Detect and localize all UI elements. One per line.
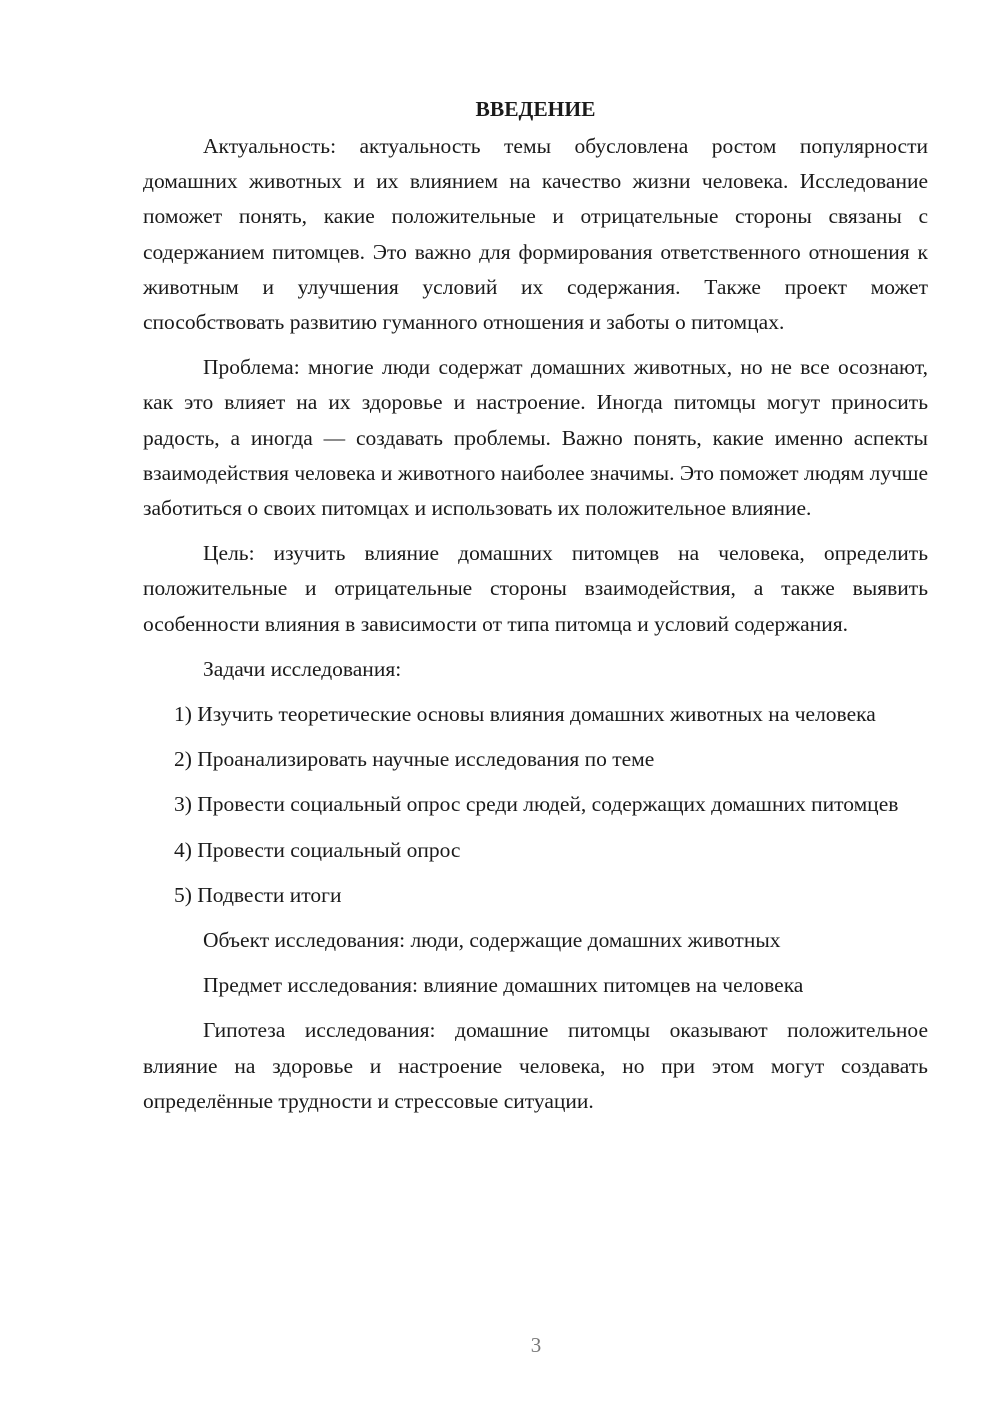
goal-paragraph: Цель: изучить влияние домашних питомцев на человека, определить положительные и отрицательные стороны взаимодействия, а также выявить особенности влияния в зависимости от типа питомца и условий содержания. bbox=[143, 541, 928, 636]
task-item-4: 4) Провести социальный опрос bbox=[174, 837, 461, 862]
task-item-2: 2) Проанализировать научные исследования по теме bbox=[174, 747, 655, 772]
research-subject-paragraph: Предмет исследования: влияние домашних питомцев на человека bbox=[203, 973, 804, 998]
tasks-heading: Задачи исследования: bbox=[203, 656, 402, 681]
task-item-5: 5) Подвести итоги bbox=[174, 882, 342, 907]
research-object-paragraph: Объект исследования: люди, содержащие домашних животных bbox=[203, 928, 781, 953]
task-item-1: 1) Изучить теоретические основы влияния домашних животных на человека bbox=[174, 702, 876, 727]
section-title: ВВЕДЕНИЕ bbox=[475, 97, 596, 121]
relevance-paragraph: Актуальность: актуальность темы обусловлена ростом популярности домашних животных и их влиянием на качество жизни человека. Исследование поможет понять, какие положительные и отрицательные стороны связаны с содержанием питомцев. Это важно для формирования ответственного отношения к животным и улучшения условий их содержания. Также проект может способствовать развитию гуманного отношения и заботы о питомцах. bbox=[143, 134, 928, 335]
page-number: 3 bbox=[530, 1333, 542, 1357]
problem-paragraph: Проблема: многие люди содержат домашних животных, но не все осознают, как это влияет на их здоровье и настроение. Иногда питомцы могут приносить радость, а иногда — создавать проблемы. Важно понять, какие именно аспекты взаимодействия человека и животного наиболее значимы. Это поможет людям лучше заботиться о своих питомцах и использовать их положительное влияние. bbox=[143, 355, 928, 521]
task-item-3: 3) Провести социальный опрос среди людей, содержащих домашних питомцев bbox=[174, 792, 899, 817]
hypothesis-paragraph: Гипотеза исследования: домашние питомцы оказывают положительное влияние на здоровье и настроение человека, но при этом могут создавать определённые трудности и стрессовые ситуации. bbox=[143, 1018, 928, 1113]
document-page bbox=[143, 92, 928, 1119]
